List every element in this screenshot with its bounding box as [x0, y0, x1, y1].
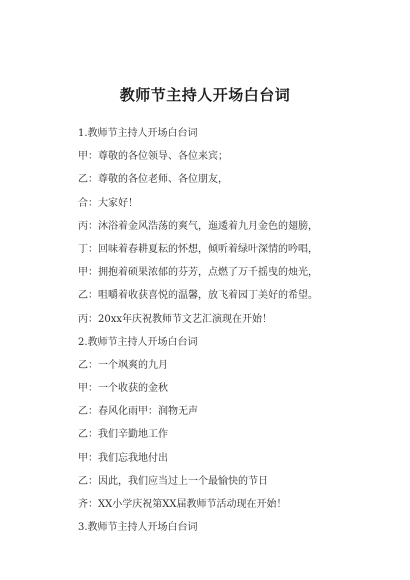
script-line: 齐：XX小学庆祝第XX届教师节活动现在开始！ — [78, 499, 287, 510]
script-line: 乙：咀嚼着收获喜悦的温馨，放飞着园丁美好的希望。 — [78, 290, 318, 302]
script-line: 丁：回味着春耕夏耘的怀想，倾听着绿叶深情的吟唱， — [78, 243, 318, 255]
script-line: 甲：我们忘我地付出 — [78, 452, 168, 464]
script-lines — [78, 122, 378, 539]
script-line: 3.教师节主持人开场白台词 — [78, 522, 198, 534]
script-line: 合：大家好！ — [78, 197, 138, 209]
script-line: 乙：春风化雨甲：润物无声 — [78, 406, 198, 418]
script-line: 甲：一个收获的金秋 — [78, 383, 168, 395]
script-line: 甲：尊敬的各位领导、各位来宾； — [78, 151, 228, 163]
script-line: 乙：尊敬的各位老师、各位朋友， — [78, 174, 228, 186]
script-line: 乙：我们辛勤地工作 — [78, 429, 168, 441]
script-line: 1.教师节主持人开场白台词 — [78, 128, 198, 139]
script-line: 甲：拥抱着硕果浓郁的芬芳，点燃了万千摇曳的烛光， — [78, 267, 318, 279]
script-line: 丙：沐浴着金风浩荡的爽气，迤逶着九月金色的翅膀， — [78, 220, 318, 232]
document-title: 教师节主持人开场白台词 — [119, 86, 291, 104]
script-line: 乙：因此，我们应当过上一个最愉快的节日 — [78, 475, 268, 487]
script-line: 2.教师节主持人开场白台词 — [78, 336, 198, 348]
script-line: 乙：一个飒爽的九月 — [78, 359, 168, 371]
script-line: 丙：20xx年庆祝教师节文艺汇演现在开始！ — [78, 313, 273, 325]
